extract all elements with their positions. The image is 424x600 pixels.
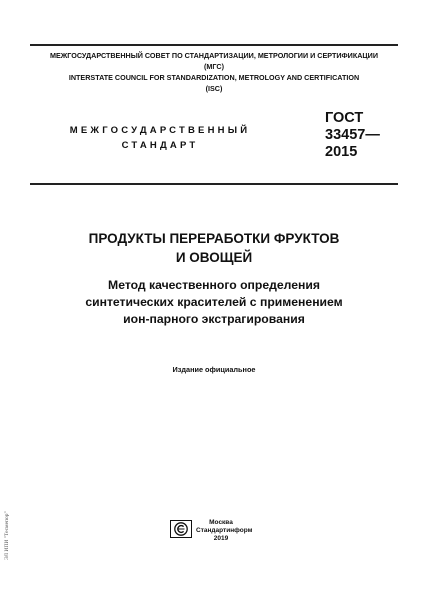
document-subtitle xyxy=(30,277,398,328)
gost-code: 33457— xyxy=(325,127,380,143)
side-watermark: ЭЛ ИПИ "Тесмепор" xyxy=(4,511,10,560)
council-name-ru: МЕЖГОСУДАРСТВЕННЫЙ СОВЕТ ПО СТАНДАРТИЗАЦИИ, МЕТРОЛОГИИ И СЕРТИФИКАЦИИ xyxy=(49,51,379,60)
subtitle-line1: Метод качественного определения xyxy=(108,278,320,292)
standard-type-label xyxy=(40,123,280,153)
gost-year: 2015 xyxy=(325,144,358,160)
top-rule xyxy=(30,44,398,46)
subtitle-line3: ион-парного экстрагирования xyxy=(123,312,305,326)
middle-rule xyxy=(30,183,398,185)
publisher-block xyxy=(196,519,253,543)
title-line2: И ОВОЩЕЙ xyxy=(175,250,253,265)
gost-number xyxy=(325,110,380,161)
document-title xyxy=(30,229,398,267)
publisher-name: Стандартинформ xyxy=(196,527,253,534)
council-abbr-en: (ISC) xyxy=(205,84,223,93)
subtitle-line2: синтетических красителей с применением xyxy=(85,295,343,309)
edition-note: Издание официальное xyxy=(172,365,256,374)
standartinform-logo-icon xyxy=(170,520,192,538)
council-header xyxy=(30,50,398,94)
standard-label-line2: СТАНДАРТ xyxy=(121,140,199,151)
standard-label-line1: МЕЖГОСУДАРСТВЕННЫЙ xyxy=(69,125,251,136)
council-abbr-ru: (МГС) xyxy=(204,62,224,71)
publisher-city: Москва xyxy=(209,519,233,526)
council-name-en: INTERSTATE COUNCIL FOR STANDARDIZATION, METROLOGY AND CERTIFICATION xyxy=(68,73,360,82)
gost-prefix: ГОСТ xyxy=(325,110,364,126)
publisher-year: 2019 xyxy=(213,535,229,542)
title-line1: ПРОДУКТЫ ПЕРЕРАБОТКИ ФРУКТОВ xyxy=(88,231,340,246)
